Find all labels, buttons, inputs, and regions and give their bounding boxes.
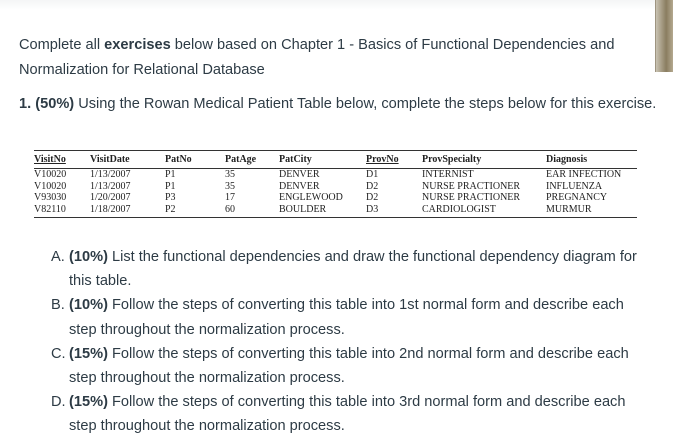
task-percent: (15%) bbox=[69, 345, 108, 362]
cell: V10020 bbox=[34, 169, 67, 180]
cell: 17 bbox=[225, 192, 235, 204]
cell: ENGLEWOOD bbox=[279, 192, 343, 204]
table-row bbox=[34, 181, 637, 193]
cell: V93030 bbox=[34, 192, 67, 204]
header-provspecialty: ProvSpecialty bbox=[422, 151, 546, 169]
question-label: 1. (50%) bbox=[19, 96, 75, 112]
task-percent: (15%) bbox=[69, 394, 108, 411]
top-bar bbox=[0, 0, 673, 10]
cell: 1/18/2007 bbox=[90, 204, 165, 218]
cell: 60 bbox=[225, 204, 279, 218]
task-item-d bbox=[51, 390, 651, 438]
cell: INTERNIST bbox=[422, 169, 474, 180]
intro-text-end: below based on Chapter 1 - Basics of Functional Dependencies and Normalization for Relational Database bbox=[19, 37, 615, 78]
task-item-a bbox=[51, 245, 651, 293]
task-label: A. bbox=[51, 249, 65, 265]
cell: 1/13/2007 bbox=[90, 180, 131, 192]
header-visitno: VisitNo bbox=[34, 151, 90, 169]
cell: CARDIOLOGIST bbox=[422, 204, 546, 218]
cell: MURMUR bbox=[546, 204, 637, 218]
task-label: C. bbox=[51, 345, 66, 362]
intro-text-start: Complete all bbox=[19, 37, 105, 53]
header-visitdate: VisitDate bbox=[90, 151, 165, 169]
cell: P1 bbox=[165, 169, 176, 180]
header-provno: ProvNo bbox=[366, 151, 422, 169]
header-patcity: PatCity bbox=[279, 151, 366, 169]
table-row bbox=[34, 204, 637, 218]
cell: P3 bbox=[165, 192, 176, 204]
cell: NURSE PRACTIONER bbox=[422, 192, 521, 204]
cell: D1 bbox=[366, 169, 379, 180]
cell: V10020 bbox=[34, 180, 67, 192]
cell: V82110 bbox=[34, 204, 90, 218]
task-text: Follow the steps of converting this table into 3rd normal form and describe each step throughout the normalization process. bbox=[69, 394, 626, 435]
task-label: D. bbox=[51, 394, 66, 411]
task-label: B. bbox=[51, 297, 65, 314]
cell: EAR INFECTION bbox=[546, 169, 622, 180]
header-patage: PatAge bbox=[225, 151, 279, 169]
patient-table bbox=[34, 150, 637, 218]
cell: DENVER bbox=[279, 169, 320, 180]
table-row bbox=[34, 192, 637, 204]
task-text: List the functional dependencies and draw the functional dependency diagram for this table. bbox=[69, 249, 637, 290]
question-1 bbox=[19, 92, 659, 117]
cell: P2 bbox=[165, 204, 225, 218]
cell: P1 bbox=[165, 180, 176, 192]
cell: INFLUENZA bbox=[546, 180, 603, 192]
header-diagnosis: Diagnosis bbox=[546, 151, 637, 169]
cell: 1/13/2007 bbox=[90, 169, 131, 180]
task-percent: (10%) bbox=[69, 297, 108, 314]
header-patno: PatNo bbox=[165, 151, 225, 169]
task-text: Follow the steps of converting this table into 2nd normal form and describe each step throughout the normalization process. bbox=[69, 345, 629, 387]
task-percent: (10%) bbox=[69, 249, 108, 265]
cell: DENVER bbox=[279, 180, 320, 192]
task-item-b bbox=[51, 293, 651, 341]
cell: 35 bbox=[225, 180, 235, 192]
cell: D3 bbox=[366, 204, 422, 218]
question-text: Using the Rowan Medical Patient Table below, complete the steps below for this exercise. bbox=[74, 96, 657, 112]
task-list bbox=[51, 245, 651, 439]
table-row bbox=[34, 169, 637, 181]
cell: BOULDER bbox=[279, 204, 366, 218]
cell: PREGNANCY bbox=[546, 192, 608, 204]
task-text: Follow the steps of converting this table into 1st normal form and describe each step throughout the normalization process. bbox=[69, 297, 624, 338]
table-header-row bbox=[34, 151, 637, 169]
cell: D2 bbox=[366, 192, 379, 204]
task-item-c bbox=[51, 342, 651, 390]
intro-bold: exercises bbox=[104, 37, 171, 53]
cell: NURSE PRACTIONER bbox=[422, 180, 521, 192]
cell: 35 bbox=[225, 169, 235, 180]
instructions-paragraph bbox=[19, 33, 659, 83]
cell: 1/20/2007 bbox=[90, 192, 131, 204]
cell: D2 bbox=[366, 180, 379, 192]
